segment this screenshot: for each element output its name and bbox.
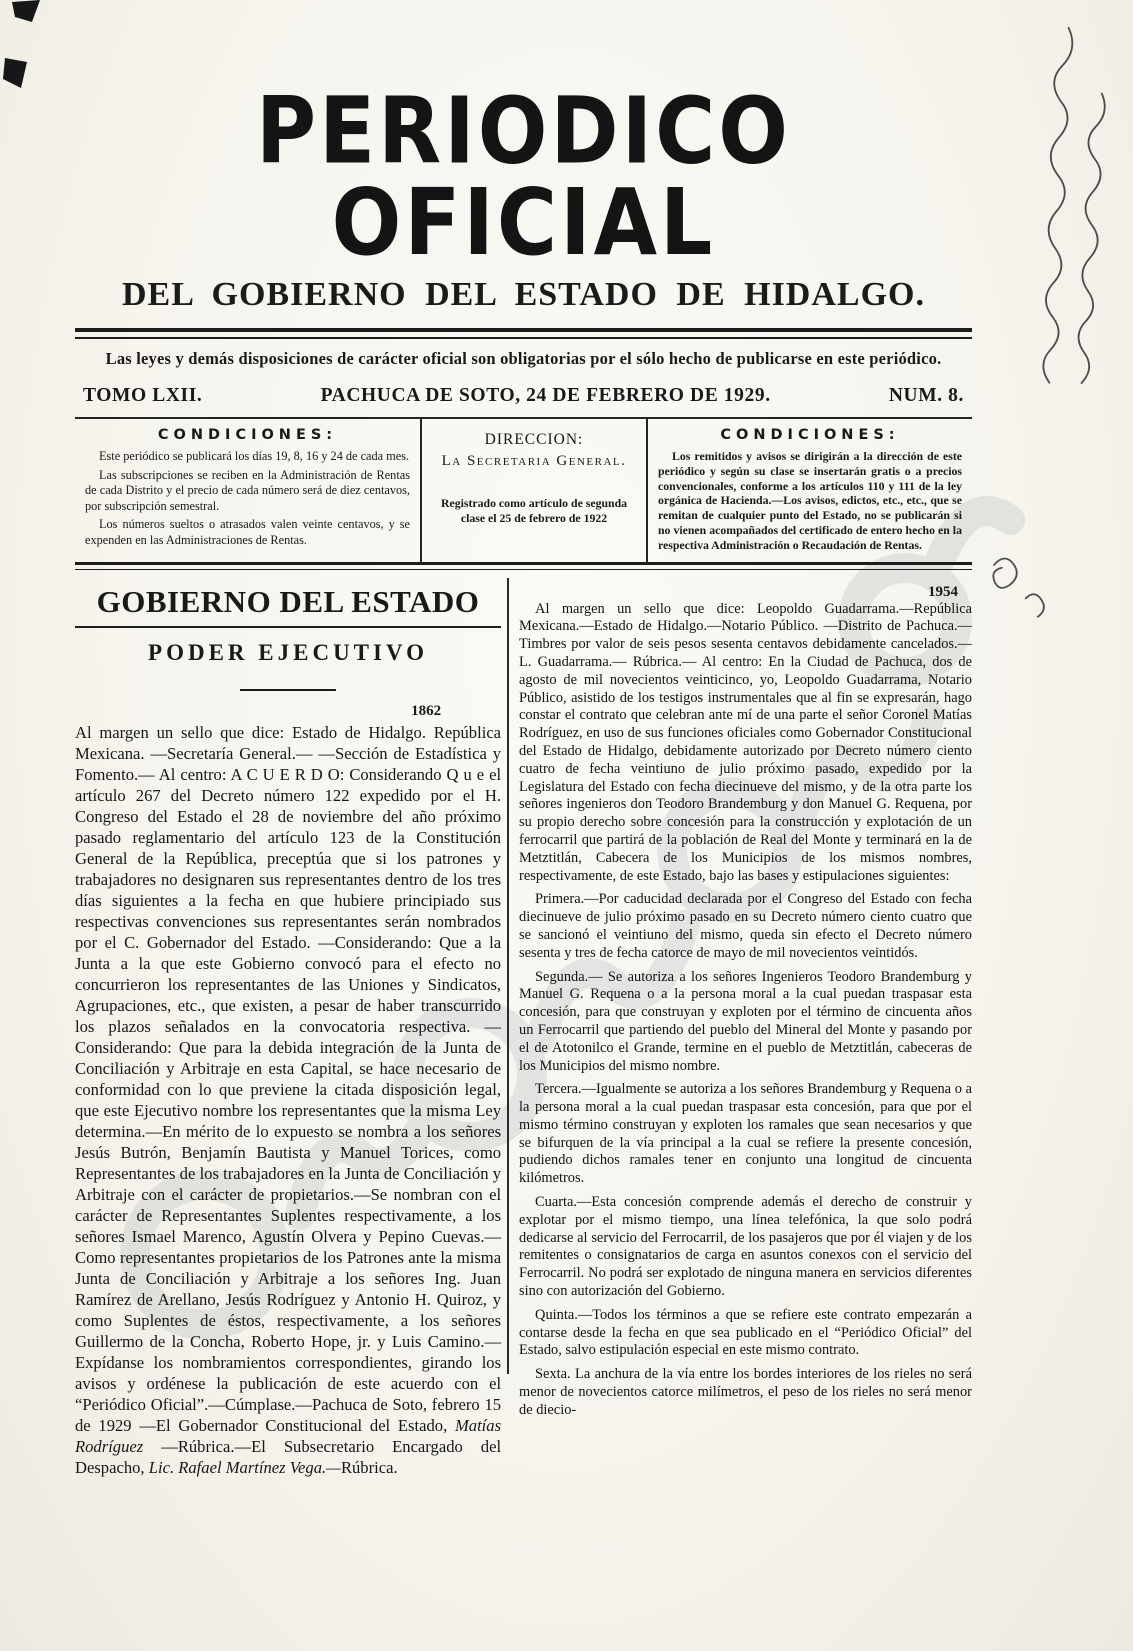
conditions-paragraph: Las subscripciones se reciben en la Administración de Rentas de cada Distrito y el precio de cada número será de diez centavos, por subscripción semestral. (85, 467, 410, 513)
boxes-bottom-rule (75, 562, 972, 570)
subsection-rule (240, 689, 336, 691)
tomo-label: TOMO LXII. (83, 385, 203, 406)
direction-box (420, 419, 648, 562)
clause-primera: Primera.—Por caducidad declarada por el Congreso del Estado con fecha diecinueve de julio próximo pasado en su Decreto número ciento cuatro que se sancionó el veintiuno del mismo, queda sin efecto el Decreto número sesenta y tres de fecha catorce de mayo de mil novecientos veintidós. (519, 891, 972, 961)
decree-body-text: —Rúbrica.—El Subsecretario Encargado del Despacho, (75, 1436, 502, 1477)
governor-signature: Matías Rodríguez (75, 1415, 502, 1456)
document-number: 1862 (411, 702, 442, 719)
clause-tercera: Tercera.—Igualmente se autoriza a los señores Brandemburg y Requena o a la persona moral a la cual puedan traspasar esta concesión, para que por el mismo término construyan y exploten los ramales que sean necesarios y que se bifurquen de la vía principal a la cual se refiere la presente concesión, pudiendo dichos ramales tener en conjunto una longitud de cincuenta kilómetros. (519, 1081, 972, 1187)
conditions-paragraph: Este periódico se publicará los días 19, 8, 16 y 24 de cada mes. (99, 449, 410, 463)
conditions-left-box (75, 419, 420, 562)
masthead-divider (75, 328, 972, 339)
legal-motto: Las leyes y demás disposiciones de carácter oficial son obligatorias por el sólo hecho de publicarse en este periódico. (105, 349, 942, 368)
clause-cuarta: Cuarta.—Esta concesión comprende además el derecho de construir y explotar por el mismo tiempo, una línea telefónica, la que solo podrá dedicarse al servicio del Ferrocarril, de los pasajeros que por él viajen y de los remitentes o consignatarios de carga en asuntos conexos con el servicio del Ferrocarril. No podrá ser explotado de ninguna manera en servicios diferentes sino con autorización del Gobierno. (519, 1194, 972, 1300)
registration-note: Registrado como artículo de segunda clase el 25 de febrero de 1922 (440, 496, 628, 525)
conditions-right-box (648, 419, 972, 562)
conditions-left-heading: CONDICIONES: (157, 427, 338, 443)
notarial-intro: Al margen un sello que dice: Leopoldo Guadarrama.—República Mexicana.—Estado de Hidalgo.—Notario Público. —Distrito de Pachuca.—Timbres por valor de seis pesos sesenta centavos debidamente cancelados.— L. Guadarrama.— Rúbrica.— Al centro: En la Ciudad de Pachuca, dos de agosto de mil novecientos veinticinco, yo, Leopoldo Guadarrama, Notario Público, asistido de los testigos instrumentales que al fin se expresarán, hago constar el contrato que celebran ante mí de una parte el señor Coronel Matías Rodríguez, en uso de sus funciones oficiales como Gobernador Constitucional del Estado de Hidalgo, debidamente autorizado por Decreto número ciento cuatro de fecha veintiuno de julio próximo pasado, expedido por la Legislatura del Estado con fecha diecinueve del mismo, y de la otra parte los señores ingenieros don Teodoro Brandemburg y don Manuel G. Requena, por su propio derecho sobre concesión para la construcción y explotación de un ferrocarril que partirá de la población de Real del Monte y terminará en la de Metztitlán, Cabecera de los Municipios de los mismos nombres, respectivamente, de este Estado, bajo las bases y estipulaciones siguientes: (519, 600, 972, 884)
issue-number: NUM. 8. (888, 385, 964, 406)
left-column (75, 578, 501, 1495)
masthead (75, 0, 972, 407)
decree-body-text: Al margen un sello que dice: Estado de Hidalgo. República Mexicana. —Secretaría General.— —Sección de Estadística y Fomento.— Al centro: A C U E R D O: Considerando Q u e el artículo 267 del Decreto número 122 expedido por el H. Congreso del Estado el 28 de noviembre del año próximo pasado reglamentario del artículo 123 de la Constitución General de la República, preceptúa que si los patrones y trabajadores no designaren sus representantes dentro de los tres días siguientes a la fecha en que hubiere principiado sus respectivas convenciones sus representantes serán nombrados por el C. Gobernador del Estado. —Considerando: Que a la Junta a la que este Gobierno convocó para el efecto no concurrieron los representantes de las Uniones y Sindicatos, Agrupaciones, etc., que existen, a pesar de haber transcurrido los plazos señalados en la convocatoria respectiva. — Considerando: Que para la debida integración de la Junta de Conciliación y Arbitraje en esta Capital, se hace necesario de conformidad con lo que previene la citada disposición legal, que este Ejecutivo nombre los representantes que la misma Ley determina.—En mérito de lo expuesto se nombra a los señores Jesús Butrón, Benjamín Bautista y Manuel Torices, como Representantes de los trabajadores en la Junta de Conciliación y Arbitraje con el carácter de propietarios.—Se nombran con el carácter de Representantes Suplentes respectivamente, a los señores Ismael Marenco, Agustín Olvera y Pepino Cuevas.—Como representantes propietarios de los Patrones ante la misma Junta de Conciliación y Arbitraje a los señores Ing. Juan Ramírez de Arellano, Jesús Rodríguez y Antonio H. Quiroz, y como Suplentes de éstos, respectivamente, a los señores Guillermo de la Concha, Roberto Hope, jr. y Luis Camino.—Expídanse los nombramientos correspondientes, girando los avisos y ordénese la publicación de este acuerdo con el “Periódico Oficial”.—Cúmplase.—Pachuca de Soto, febrero 15 de 1929 —El Gobernador Constitucional del Estado, (75, 722, 502, 1435)
section-title-rule (75, 626, 501, 628)
subsecretary-signature: Lic. Rafael Martínez Vega.— (148, 1457, 341, 1477)
decree-article (75, 722, 501, 1478)
newspaper-subtitle: DEL GOBIERNO DEL ESTADO DE HIDALGO. (122, 276, 925, 313)
direction-heading: DIRECCION: (484, 431, 584, 448)
clause-segunda: Segunda.— Se autoriza a los señores Ingenieros Teodoro Brandemburg y Manuel G. Requena o a la persona moral a la cual puedan traspasar esta concesión, para que construyan y exploten por el término de cincuenta años un Ferrocarril que partiendo del pueblo del Mineral del Monte y pasando por el de Atotonilco el Grande, termine en el pueblo de Metztitlán, cabeceras de los Municipios del mismo nombre. (519, 968, 972, 1074)
direction-office: La Secretaria General. (441, 453, 627, 469)
section-title: GOBIERNO DEL ESTADO (96, 583, 480, 619)
clause-quinta: Quinta.—Todos los términos a que se refiere este contrato empezarán a contarse desde la fecha en que sea publicado en el “Periódico Oficial” del Estado, salvo estipulación especial en este mismo contrato. (519, 1306, 972, 1359)
conditions-paragraph: Los números sueltos o atrasados valen veinte centavos, y se expenden en las Administraciones de Rentas. (85, 517, 410, 547)
article-columns (75, 578, 972, 1495)
conditions-right-heading: CONDICIONES: (720, 427, 900, 443)
right-column (509, 578, 972, 1495)
date-line: PACHUCA DE SOTO, 24 DE FEBRERO DE 1929. (320, 385, 771, 406)
subsection-title: PODER EJECUTIVO (148, 639, 429, 665)
newspaper-title: PERIODICO OFICIAL (256, 78, 791, 277)
clause-sexta: Sexta. La anchura de la vía entre los bordes interiores de los rieles no será menor de novecientos catorce milímetros, el peso de los rieles no será menor de diecio- (519, 1366, 972, 1418)
issue-line (75, 385, 972, 407)
document-number: 1954 (927, 583, 958, 600)
conditions-right-body: Los remitidos y avisos se dirigirán a la dirección de este periódico y según su clase se insertarán gratis o a precios convencionales, conforme a los artículos 110 y 111 de la ley orgánica de Hacienda.—Los avisos, edictos, etc., etc., que se remitan de cualquier punto del Estado, no se publicarán si no vienen acompañados del certificado de entero hecho en la respectiva Administración o Recaudación de Rentas. (658, 449, 962, 552)
decree-body-text: Rúbrica. (340, 1457, 398, 1477)
handwritten-annotation (981, 10, 1131, 650)
conditions-direction-boxes (75, 417, 972, 562)
ink-blot-marks (0, 0, 60, 110)
